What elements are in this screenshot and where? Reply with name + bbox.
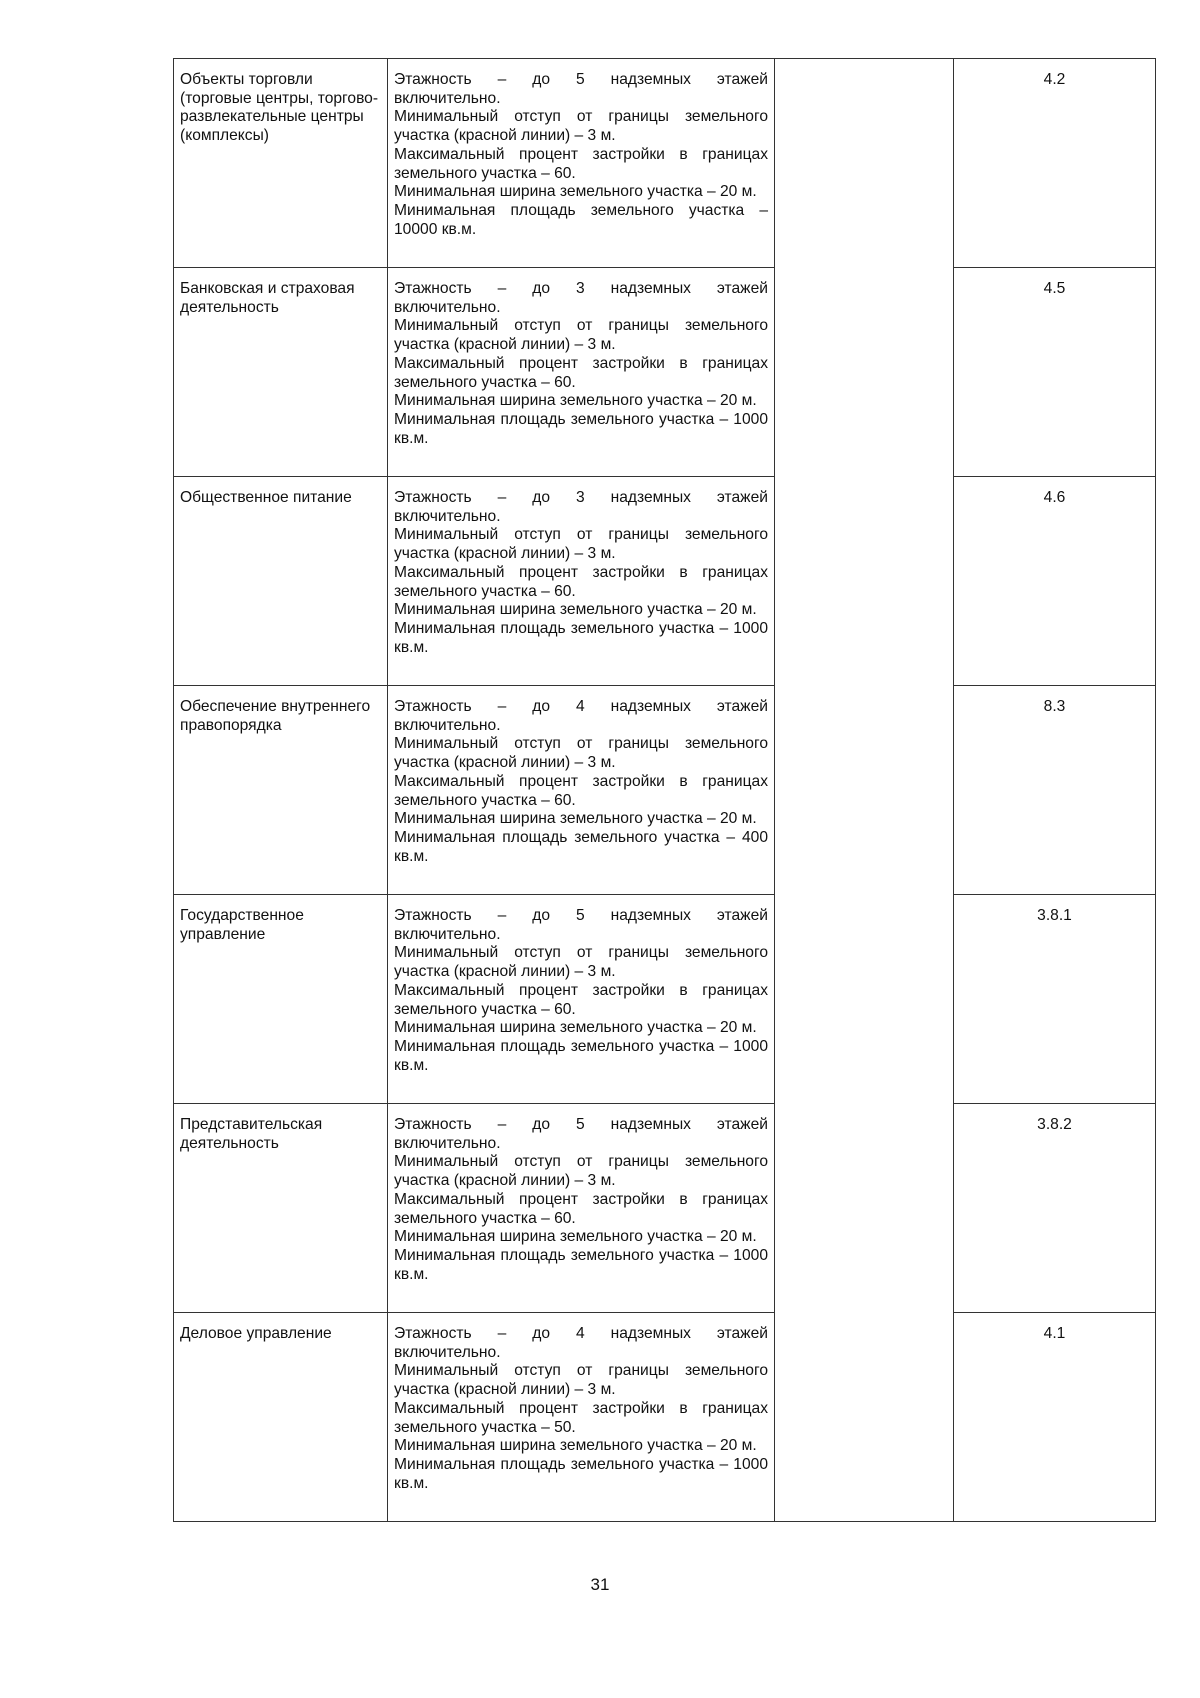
empty-cell: [775, 895, 954, 1104]
param-min-width: Минимальная ширина земельного участка – 20 м.: [394, 183, 757, 201]
land-use-name: Представительская деятельность: [180, 1116, 323, 1152]
parameters-text: [388, 477, 774, 663]
land-use-name: Объекты торговли (торговые центры, торгово-развлекательные центры (комплексы): [180, 71, 379, 145]
land-use-name-cell: [174, 268, 388, 477]
table-row: [174, 59, 1156, 268]
land-use-name-cell: [174, 59, 388, 268]
land-use-code: 4.5: [1043, 280, 1066, 297]
parameters-cell: [388, 895, 775, 1104]
land-use-code: 3.8.1: [1037, 907, 1072, 924]
param-coverage: Максимальный процент застройки в границах земельного участка – 60.: [394, 354, 768, 391]
param-floors: Этажность – до 4 надземных этажей: [394, 1325, 768, 1342]
param-floors: Этажность – до 5 надземных этажей: [394, 71, 768, 88]
empty-cell: [775, 268, 954, 477]
parameters-text: [388, 686, 774, 872]
land-use-name-cell: [174, 1313, 388, 1522]
table-row: [174, 268, 1156, 477]
land-use-code: 4.2: [1043, 71, 1066, 88]
param-coverage: Максимальный процент застройки в границах земельного участка – 60.: [394, 981, 768, 1018]
code-cell: [954, 1104, 1156, 1313]
code-cell: [954, 895, 1156, 1104]
parameters-text: [388, 1104, 774, 1290]
parameters-cell: [388, 1104, 775, 1313]
param-min-area: Минимальная площадь земельного участка – 1000 кв.м.: [394, 1037, 768, 1074]
param-floors-suffix: включительно.: [394, 925, 501, 943]
code-cell: [954, 477, 1156, 686]
code-cell: [954, 686, 1156, 895]
param-min-width: Минимальная ширина земельного участка – 20 м.: [394, 1437, 757, 1455]
param-min-width: Минимальная ширина земельного участка – 20 м.: [394, 1019, 757, 1037]
param-floors-suffix: включительно.: [394, 89, 501, 107]
param-min-width: Минимальная ширина земельного участка – 20 м.: [394, 810, 757, 828]
table-body: [174, 59, 1156, 1522]
parameters-text: [388, 268, 774, 454]
empty-cell: [775, 686, 954, 895]
param-min-area: Минимальная площадь земельного участка – 1000 кв.м.: [394, 1455, 768, 1492]
param-floors: Этажность – до 4 надземных этажей: [394, 698, 768, 715]
table-row: [174, 1104, 1156, 1313]
land-use-name: Деловое управление: [180, 1325, 332, 1342]
param-coverage: Максимальный процент застройки в границах земельного участка – 60.: [394, 563, 768, 600]
param-setback: Минимальный отступ от границы земельного участка (красной линии) – 3 м.: [394, 944, 768, 981]
param-setback: Минимальный отступ от границы земельного участка (красной линии) – 3 м.: [394, 317, 768, 354]
empty-cell: [775, 1104, 954, 1313]
param-coverage: Максимальный процент застройки в границах земельного участка – 60.: [394, 1190, 768, 1227]
empty-cell: [775, 477, 954, 686]
parameters-text: [388, 59, 774, 245]
empty-cell: [775, 1313, 954, 1522]
land-use-name: Обеспечение внутреннего правопорядка: [180, 698, 371, 734]
parameters-cell: [388, 1313, 775, 1522]
param-coverage: Максимальный процент застройки в границах земельного участка – 50.: [394, 1399, 768, 1436]
parameters-cell: [388, 59, 775, 268]
param-setback: Минимальный отступ от границы земельного участка (красной линии) – 3 м.: [394, 108, 768, 145]
param-floors-suffix: включительно.: [394, 1343, 501, 1361]
table-row: [174, 1313, 1156, 1522]
land-use-name: Банковская и страховая деятельность: [180, 280, 355, 316]
param-min-width: Минимальная ширина земельного участка – 20 м.: [394, 392, 757, 410]
param-setback: Минимальный отступ от границы земельного участка (красной линии) – 3 м.: [394, 1362, 768, 1399]
param-setback: Минимальный отступ от границы земельного участка (красной линии) – 3 м.: [394, 735, 768, 772]
land-use-name: Государственное управление: [180, 907, 304, 943]
param-min-area: Минимальная площадь земельного участка – 1000 кв.м.: [394, 1246, 768, 1283]
parameters-cell: [388, 477, 775, 686]
param-min-width: Минимальная ширина земельного участка – 20 м.: [394, 601, 757, 619]
parameters-cell: [388, 686, 775, 895]
table-row: [174, 686, 1156, 895]
table-row: [174, 895, 1156, 1104]
param-min-area: Минимальная площадь земельного участка – 1000 кв.м.: [394, 619, 768, 656]
land-use-code: 4.1: [1043, 1325, 1066, 1342]
param-floors: Этажность – до 3 надземных этажей: [394, 280, 768, 297]
empty-cell: [775, 59, 954, 268]
param-min-area: Минимальная площадь земельного участка – 1000 кв.м.: [394, 410, 768, 447]
page-number: 31: [590, 1575, 610, 1594]
param-floors-suffix: включительно.: [394, 507, 501, 525]
land-use-name-cell: [174, 686, 388, 895]
parameters-text: [388, 1313, 774, 1499]
param-min-area: Минимальная площадь земельного участка – 10000 кв.м.: [394, 201, 768, 238]
param-floors: Этажность – до 3 надземных этажей: [394, 489, 768, 506]
code-cell: [954, 268, 1156, 477]
param-floors-suffix: включительно.: [394, 298, 501, 316]
param-setback: Минимальный отступ от границы земельного участка (красной линии) – 3 м.: [394, 1153, 768, 1190]
land-use-code: 8.3: [1043, 698, 1066, 715]
param-coverage: Максимальный процент застройки в границах земельного участка – 60.: [394, 145, 768, 182]
land-use-code: 3.8.2: [1037, 1116, 1072, 1133]
land-use-code: 4.6: [1043, 489, 1066, 506]
param-min-area: Минимальная площадь земельного участка – 400 кв.м.: [394, 828, 768, 865]
zoning-table: [173, 58, 1156, 1522]
param-coverage: Максимальный процент застройки в границах земельного участка – 60.: [394, 772, 768, 809]
parameters-text: [388, 895, 774, 1081]
table-row: [174, 477, 1156, 686]
land-use-name-cell: [174, 1104, 388, 1313]
param-floors-suffix: включительно.: [394, 1134, 501, 1152]
land-use-name-cell: [174, 477, 388, 686]
parameters-cell: [388, 268, 775, 477]
land-use-name-cell: [174, 895, 388, 1104]
code-cell: [954, 1313, 1156, 1522]
land-use-name: Общественное питание: [180, 489, 352, 506]
param-setback: Минимальный отступ от границы земельного участка (красной линии) – 3 м.: [394, 526, 768, 563]
param-floors: Этажность – до 5 надземных этажей: [394, 907, 768, 924]
param-min-width: Минимальная ширина земельного участка – 20 м.: [394, 1228, 757, 1246]
param-floors: Этажность – до 5 надземных этажей: [394, 1116, 768, 1133]
param-floors-suffix: включительно.: [394, 716, 501, 734]
code-cell: [954, 59, 1156, 268]
